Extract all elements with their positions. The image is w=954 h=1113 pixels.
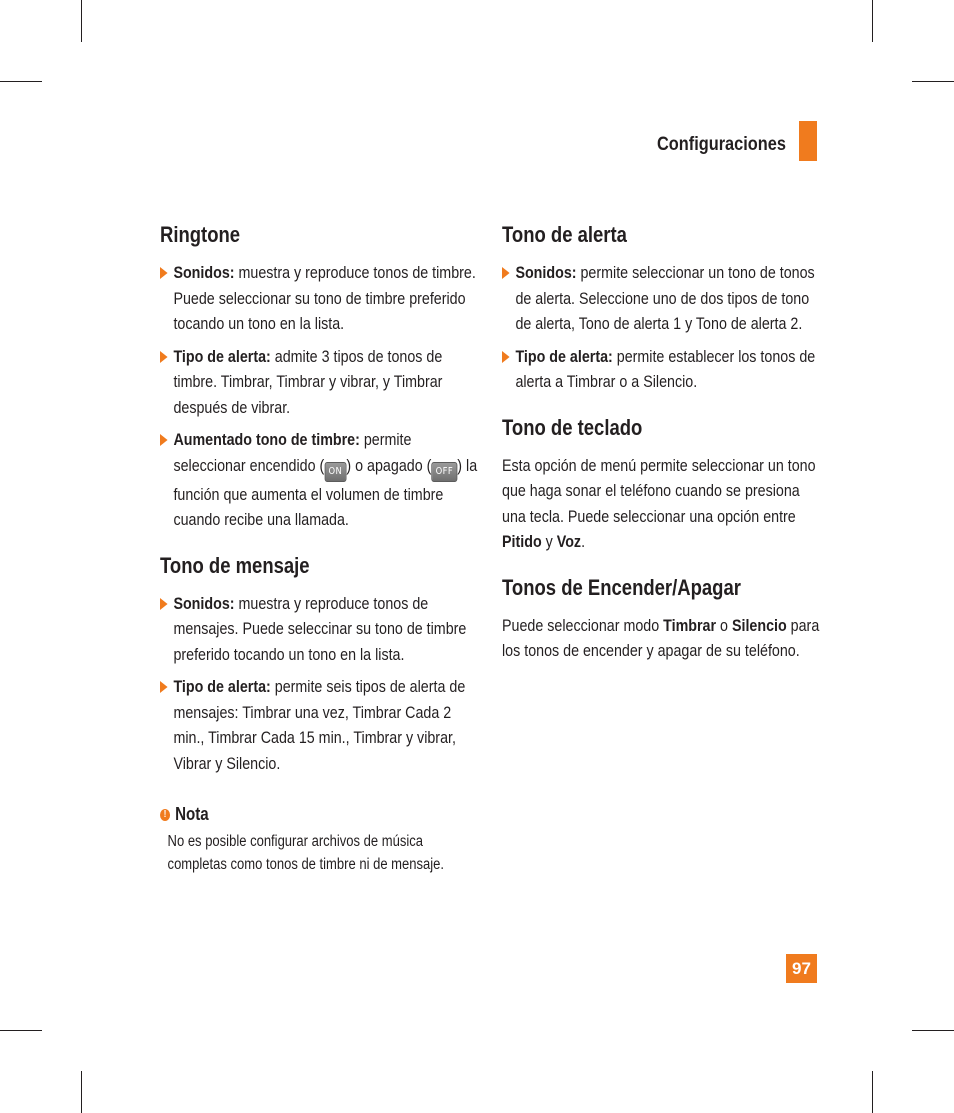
list-item <box>160 591 478 668</box>
item-text: permite seleccionar un tono de tonos de alerta. Seleccione uno de dos tipos de tono de alerta, Tono de alerta 1 y Tono de alerta 2. <box>515 263 815 333</box>
para-text: y <box>541 532 557 551</box>
header-accent-tab <box>799 121 817 161</box>
item-text: ) o apagado ( <box>346 455 432 475</box>
crop-mark <box>872 0 873 42</box>
para-bold: Timbrar <box>663 615 717 635</box>
teclado-heading: Tono de teclado <box>502 414 643 440</box>
item-label: Tipo de alerta: <box>173 677 271 696</box>
para-text: Esta opción de menú permite seleccionar un tono que haga sonar el teléfono cuando se presiona una tecla. Puede seleccionar una opción entre <box>502 455 816 526</box>
ringtone-heading: Ringtone <box>160 222 241 247</box>
note-text: No es posible configurar archivos de música completas como tonos de timbre ni de mensaje. <box>167 833 445 873</box>
item-label: Sonidos: <box>173 263 235 282</box>
item-text: permite establecer los tonos de alerta a Timbrar o a Silencio. <box>515 346 816 391</box>
para-bold: Pitido <box>502 532 542 551</box>
item-label: Sonidos: <box>173 593 235 613</box>
list-item <box>160 260 478 337</box>
crop-mark <box>872 1071 873 1113</box>
item-label: Aumentado tono de timbre: <box>173 430 360 449</box>
para-text: para los tonos de encender y apagar de su teléfono. <box>502 615 820 660</box>
crop-mark <box>0 81 42 82</box>
encender-section <box>502 573 820 664</box>
item-text: admite 3 tipos de tonos de timbre. Timbrar, Timbrar y vibrar, y Timbrar después de vibrar. <box>173 346 443 417</box>
section-header-title: Configuraciones <box>657 134 786 155</box>
arrow-bullet-icon <box>160 434 168 446</box>
crop-mark <box>912 1030 954 1031</box>
para-text: Puede seleccionar modo <box>502 615 664 635</box>
item-text: permite seleccionar encendido ( <box>173 430 412 475</box>
para-bold: Voz <box>556 532 582 551</box>
alerta-heading: Tono de alerta <box>502 222 627 247</box>
right-column <box>502 220 820 682</box>
item-label: Sonidos: <box>515 263 577 282</box>
mensaje-section <box>160 551 478 777</box>
list-item <box>160 344 478 421</box>
crop-mark <box>0 1030 42 1031</box>
crop-mark <box>81 1071 82 1113</box>
item-text: muestra y reproduce tonos de timbre. Puede seleccionar su tono de timbre preferido tocando un tono en la lista. <box>173 263 476 333</box>
item-label: Tipo de alerta: <box>173 346 271 366</box>
teclado-section <box>502 413 820 555</box>
teclado-paragraph <box>502 453 820 555</box>
arrow-bullet-icon <box>502 351 510 363</box>
encender-heading: Tonos de Encender/Apagar <box>502 574 741 600</box>
list-item <box>160 427 478 533</box>
item-text: ) la función que aumenta el volumen de timbre cuando recibe una llamada. <box>173 455 478 529</box>
arrow-bullet-icon <box>160 351 168 363</box>
arrow-bullet-icon <box>160 598 168 610</box>
item-text: muestra y reproduce tonos de mensajes. Puede seleccinar su tono de timbre preferido tocando un tono en la lista. <box>173 593 467 664</box>
ringtone-section <box>160 220 478 533</box>
left-column <box>160 220 478 876</box>
mensaje-heading: Tono de mensaje <box>160 552 310 578</box>
arrow-bullet-icon <box>502 267 510 279</box>
item-label: Tipo de alerta: <box>515 346 613 366</box>
note-heading <box>160 804 478 825</box>
item-text: permite seis tipos de alerta de mensajes: Timbrar una vez, Timbrar Cada 2 min., Timbrar Cada 15 min., Timbrar y vibrar, Vibrar y Silencio. <box>173 677 466 773</box>
page-number: 97 <box>786 954 817 983</box>
note-block <box>160 804 478 876</box>
list-item <box>502 344 820 395</box>
alerta-section <box>502 220 820 395</box>
list-item <box>160 674 478 776</box>
toggle-off-icon: OFF <box>431 462 457 482</box>
list-item <box>502 260 820 337</box>
crop-mark <box>912 81 954 82</box>
warning-icon: ! <box>160 809 170 821</box>
para-text: . <box>581 532 586 551</box>
arrow-bullet-icon <box>160 681 168 693</box>
para-text: o <box>716 615 732 635</box>
encender-paragraph <box>502 613 820 664</box>
para-bold: Silencio <box>731 615 787 635</box>
toggle-on-icon: ON <box>324 462 346 482</box>
arrow-bullet-icon <box>160 267 168 279</box>
note-title: Nota <box>175 804 209 824</box>
crop-mark <box>81 0 82 42</box>
